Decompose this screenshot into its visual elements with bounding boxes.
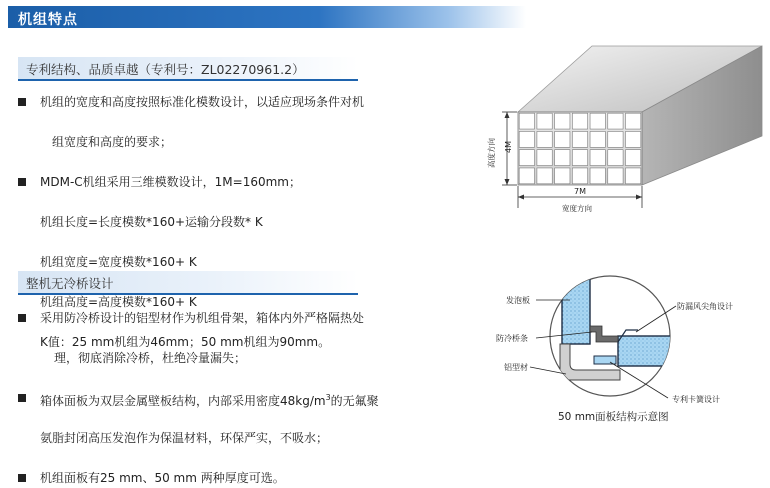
label-leak-proof: 防漏风尖角设计 [677, 302, 733, 311]
module-cell [572, 150, 587, 166]
label-foam-board: 发泡板 [506, 296, 530, 305]
module-cell [625, 113, 640, 129]
module-cell [625, 131, 640, 147]
module-cell [625, 168, 640, 184]
module-cell [537, 150, 552, 166]
module-cell [608, 168, 623, 184]
arrow-right-icon [636, 195, 642, 200]
height-direction-label: 高度方向 [487, 138, 496, 168]
bullet-square [18, 314, 26, 322]
module-cell [519, 131, 534, 147]
foam-board-horizontal [618, 336, 688, 366]
list-text: 机组宽度=宽度模数*160+ K [40, 255, 197, 269]
module-cell [590, 113, 605, 129]
superscript: 3 [325, 393, 331, 402]
bullet-square [18, 474, 26, 482]
page-title: 机组特点 [18, 12, 78, 28]
section-heading-no-cold-bridge [18, 271, 358, 295]
list-text: 氨脂封闭高压发泡作为保温材料，环保严实，不吸水； [40, 431, 329, 445]
module-cell [555, 168, 570, 184]
list-text: 理，彻底消除冷桥，杜绝冷量漏失； [54, 351, 247, 365]
list-text-part: 的无氟聚 [330, 394, 379, 408]
section-heading-patent [18, 57, 358, 81]
label-aluminum: 铝型材 [504, 363, 528, 372]
module-cell [608, 131, 623, 147]
module-cell [537, 113, 552, 129]
list-text: MDM-C机组采用三维模数设计，1M=160mm； [40, 175, 301, 189]
module-cell [537, 131, 552, 147]
module-cell [590, 131, 605, 147]
module-cell [572, 113, 587, 129]
panel-structure-diagram [490, 270, 770, 427]
module-cell [572, 131, 587, 147]
list-text: 机组高度=高度模数*160+ K [40, 295, 197, 309]
patent-clip [594, 356, 616, 364]
module-cell [555, 131, 570, 147]
list-text: 组宽度和高度的要求； [52, 135, 173, 149]
list-text: 机组面板有25 mm、50 mm 两种厚度可选。 [40, 471, 285, 485]
modular-box-diagram [470, 40, 770, 230]
module-cell [537, 168, 552, 184]
title-bar [8, 6, 526, 28]
module-cell [519, 113, 534, 129]
section-heading-text: 专利结构、品质卓越（专利号：ZL02270961.2） [26, 62, 305, 77]
list-text: K值：25 mm机组为46mm；50 mm机组为90mm。 [40, 335, 331, 349]
module-cell [625, 150, 640, 166]
label-patent-clip: 专利卡簧设计 [672, 395, 720, 404]
module-cell [608, 150, 623, 166]
list-text-part: 箱体面板为双层金属壁板结构，内部采用密度48kg/m [40, 394, 326, 408]
arrow-up-icon [505, 112, 510, 118]
section-heading-text: 整机无冷桥设计 [26, 276, 114, 291]
module-cell [519, 150, 534, 166]
list-text: 采用防冷桥设计的铝型材作为机组骨架，箱体内外严格隔热处 [40, 311, 365, 325]
list-text [40, 388, 379, 411]
list-text: 机组的宽度和高度按照标准化模数设计，以适应现场条件对机 [40, 95, 365, 109]
module-cell [590, 168, 605, 184]
label-anti-cold-bridge: 防冷桥条 [496, 334, 528, 343]
module-cell [555, 150, 570, 166]
arrow-down-icon [505, 179, 510, 185]
bullet-square [18, 394, 26, 402]
bullet-square [18, 178, 26, 186]
module-cell [572, 168, 587, 184]
width-direction-label: 宽度方向 [562, 204, 592, 213]
bullet-square [18, 98, 26, 106]
arrow-left-icon [518, 195, 524, 200]
module-cell [590, 150, 605, 166]
height-label: 4M [504, 141, 513, 153]
module-cell [608, 113, 623, 129]
module-cell [519, 168, 534, 184]
list-text: 机组长度=长度模数*160+运输分段数* K [40, 215, 263, 229]
width-label: 7M [574, 187, 586, 196]
module-cell [555, 113, 570, 129]
panel-caption: 50 mm面板结构示意图 [558, 411, 669, 423]
